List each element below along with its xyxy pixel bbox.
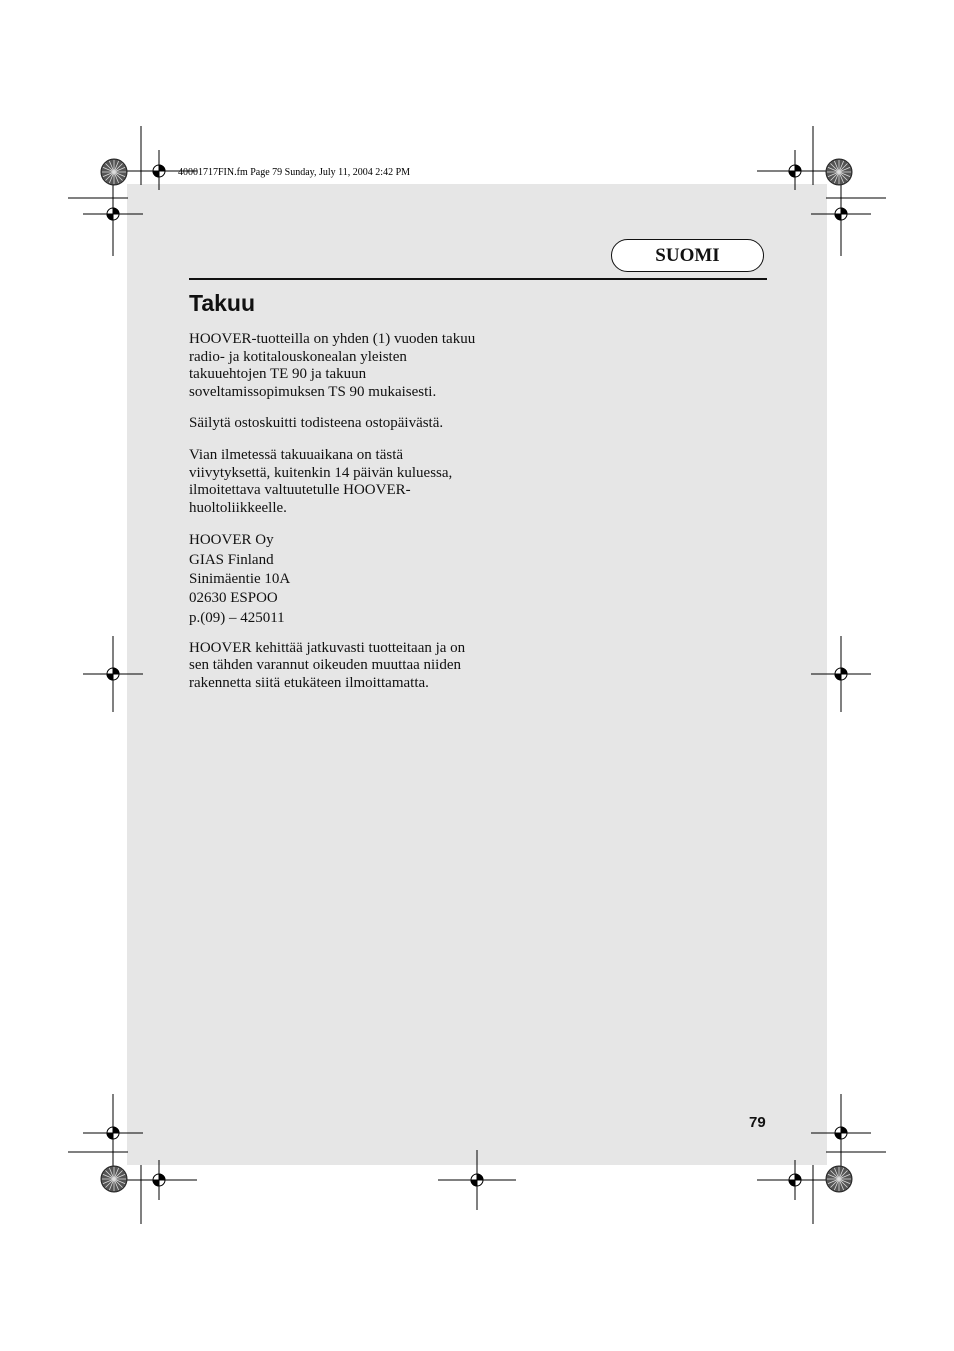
paragraph-design-changes: HOOVER kehittää jatkuvasti tuotteitaan ja on sen tähden varannut oikeuden muuttaa niiden rakennetta siitä etukäteen ilmoittamatta. — [189, 639, 466, 692]
address-line: HOOVER Oy — [189, 532, 274, 549]
paragraph-warranty-terms: HOOVER-tuotteilla on yhden (1) vuoden takuu radio- ja kotitalouskonealan yleisten takuuehtojen TE 90 ja takuun soveltamissopimuksen TS 90 mukaisesti. — [189, 331, 476, 400]
address-line: GIAS Finland — [189, 551, 274, 568]
address-block — [189, 531, 479, 627]
page-title: Takuu — [189, 290, 256, 316]
language-badge: SUOMI — [611, 239, 764, 272]
address-phone: p.(09) – 425011 — [189, 609, 285, 626]
paragraph-receipt: Säilytä ostoskuitti todisteena ostopäivästä. — [189, 415, 444, 432]
warranty-text — [189, 331, 479, 707]
file-header: 40001717FIN.fm Page 79 Sunday, July 11, 2004 2:42 PM — [178, 167, 411, 178]
header-rule — [189, 278, 767, 280]
address-line: 02630 ESPOO — [189, 590, 278, 607]
paragraph-fault-report: Vian ilmetessä takuuaikana on tästä viivytyksettä, kuitenkin 14 päivän kuluessa, ilmoitettava valtuutetulle HOOVER-huoltoliikkeelle. — [189, 446, 453, 516]
page-number: 79 — [749, 1114, 766, 1131]
address-line: Sinimäentie 10A — [189, 570, 291, 587]
